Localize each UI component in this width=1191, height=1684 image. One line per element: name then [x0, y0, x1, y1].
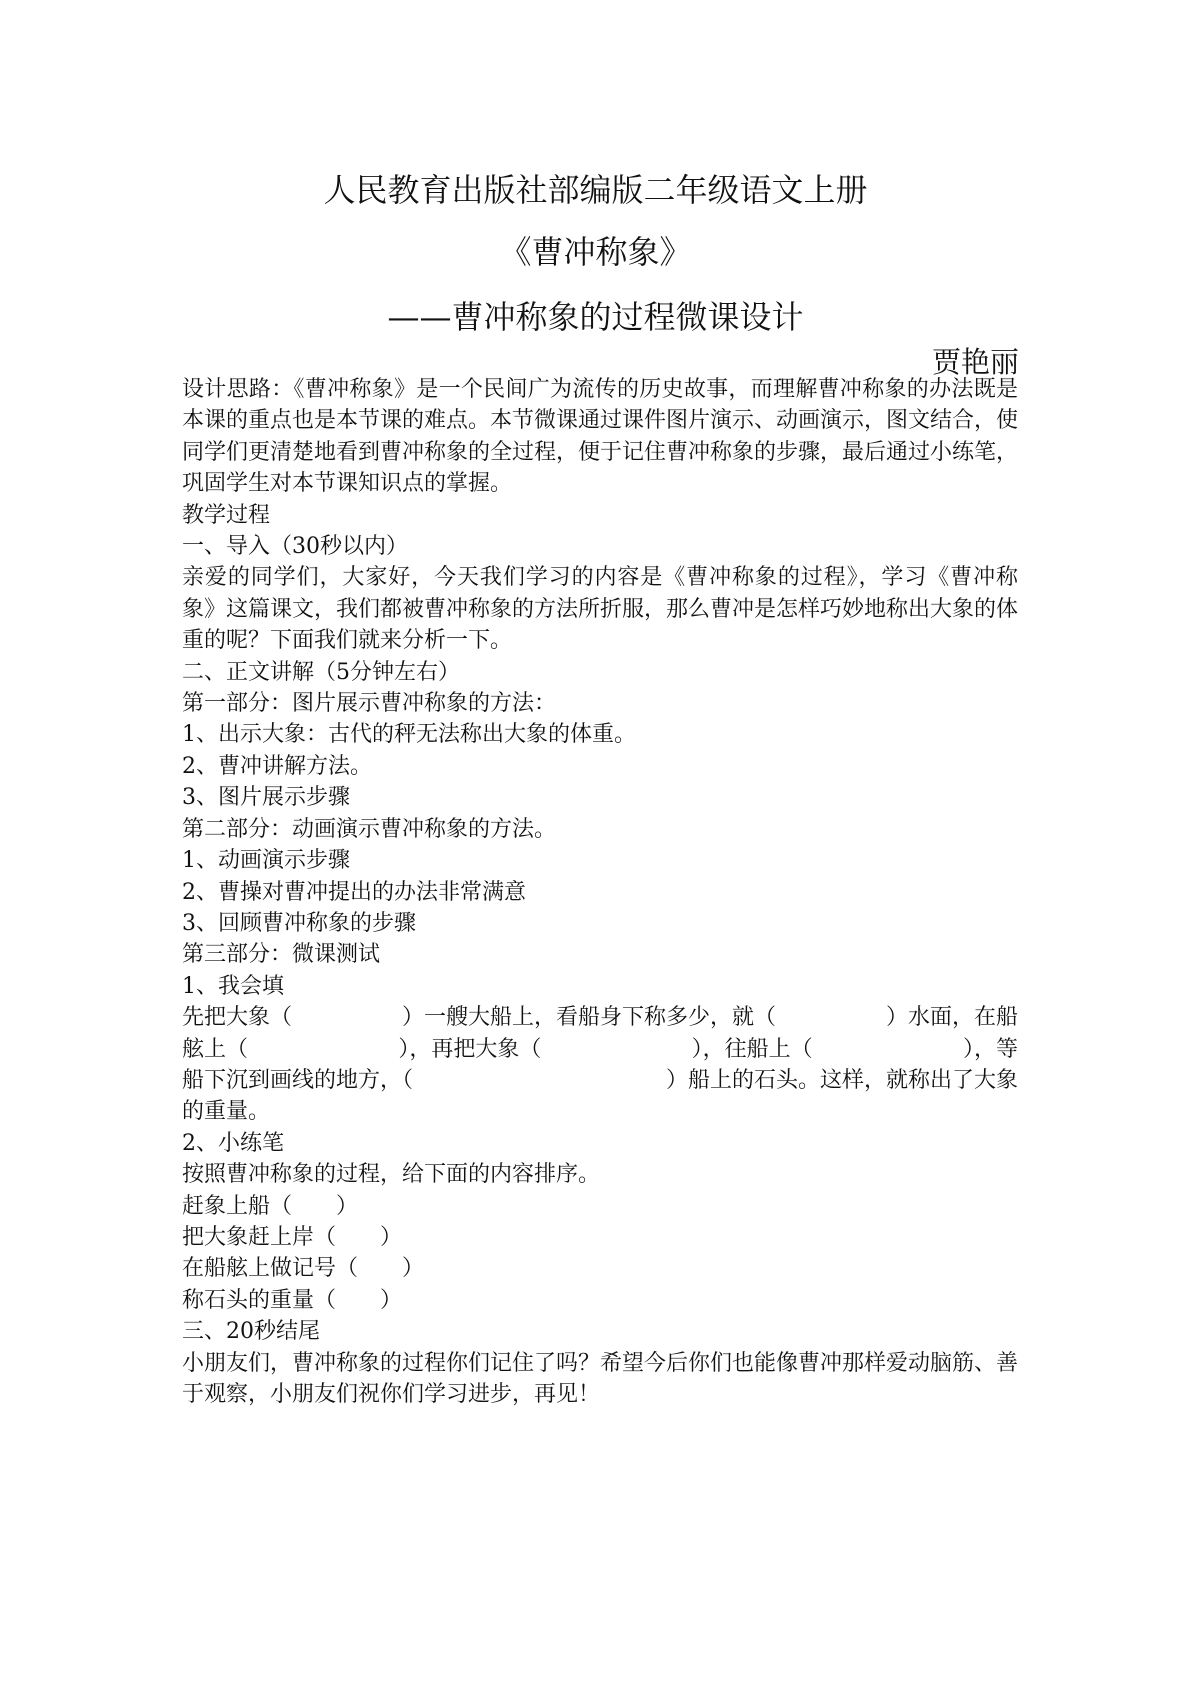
fill-blank-row-end: 的重量。: [182, 1099, 271, 1125]
fill-blank-segment: 舷上（: [182, 1036, 249, 1062]
fill-blank-segment: 船下沉到画线的地方，（: [182, 1067, 414, 1093]
part1-item: 1、出示大象：古代的秤无法称出大象的体重。: [182, 722, 636, 748]
fill-heading: 1、我会填: [182, 973, 284, 999]
part2-item: 2、曹操对曹冲提出的办法非常满意: [182, 879, 526, 905]
document-title-line3: ——曹冲称象的过程微课设计: [387, 298, 804, 336]
fill-blank-segment: ）船上的石头。这样，就称出了大象: [665, 1067, 1018, 1093]
part2-item: 1、动画演示步骤: [182, 848, 350, 874]
part2-item: 3、回顾曹冲称象的步骤: [182, 910, 416, 936]
part1-heading: 第一部分：图片展示曹冲称象的方法：: [182, 691, 557, 717]
part3-heading: 第三部分：微课测试: [182, 942, 381, 968]
fill-blank-segment: ），往船上（: [691, 1036, 813, 1062]
fill-blank-segment: ），等: [962, 1036, 1018, 1062]
document-title-line1: 人民教育出版社部编版二年级语文上册: [323, 171, 868, 209]
process-heading: 教学过程: [182, 502, 271, 528]
part2-heading: 第二部分：动画演示曹冲称象的方法。: [182, 816, 557, 842]
order-item: 称石头的重量（ ）: [182, 1287, 403, 1313]
fill-blank-segment: 先把大象（: [182, 1005, 293, 1031]
fill-blank-segment: ）水面，在船: [885, 1005, 1018, 1031]
section2-heading: 二、正文讲解（5分钟左右）: [182, 659, 460, 685]
practice-heading: 2、小练笔: [182, 1130, 284, 1156]
section1-paragraph: 亲爱的同学们，大家好，今天我们学习的内容是《曹冲称象的过程》，学习《曹冲称象》这篇课文，我们都被曹冲称象的方法所折服，那么曹冲是怎样巧妙地称出大象的体重的呢？下面我们就来分析一下。: [182, 565, 1019, 654]
fill-blank-row: [182, 1002, 1018, 1033]
design-idea-paragraph: 设计思路：《曹冲称象》是一个民间广为流传的历史故事，而理解曹冲称象的办法既是本课的重点也是本节课的难点。本节微课通过课件图片演示、动画演示，图文结合，使同学们更清楚地看到曹冲称象的全过程，便于记住曹冲称象的步骤，最后通过小练笔，巩固学生对本节课知识点的掌握。: [182, 377, 1019, 497]
fill-blank-segment: ），再把大象（: [398, 1036, 542, 1062]
closing-paragraph: 小朋友们，曹冲称象的过程你们记住了吗？希望今后你们也能像曹冲那样爱动脑筋、善于观察，小朋友们祝你们学习进步，再见！: [182, 1350, 1019, 1407]
section1-heading: 一、导入（30秒以内）: [182, 534, 408, 560]
order-item: 在船舷上做记号（ ）: [182, 1256, 425, 1282]
document-body: [182, 374, 1018, 1410]
fill-blank-segment: ）一艘大船上，看船身下称多少，就（: [401, 1005, 776, 1031]
part1-item: 3、图片展示步骤: [182, 785, 350, 811]
order-item: 把大象赶上岸（ ）: [182, 1224, 403, 1250]
fill-blank-row: [182, 1034, 1018, 1065]
section3-heading: 三、20秒结尾: [182, 1319, 320, 1345]
order-item: 赶象上船（ ）: [182, 1193, 359, 1219]
author-name: 贾艳丽: [931, 345, 1019, 379]
practice-instruction: 按照曹冲称象的过程，给下面的内容排序。: [182, 1162, 601, 1188]
document-title-line2: 《曹冲称象》: [499, 233, 692, 271]
fill-blank-row: [182, 1065, 1018, 1096]
part1-item: 2、曹冲讲解方法。: [182, 753, 372, 779]
